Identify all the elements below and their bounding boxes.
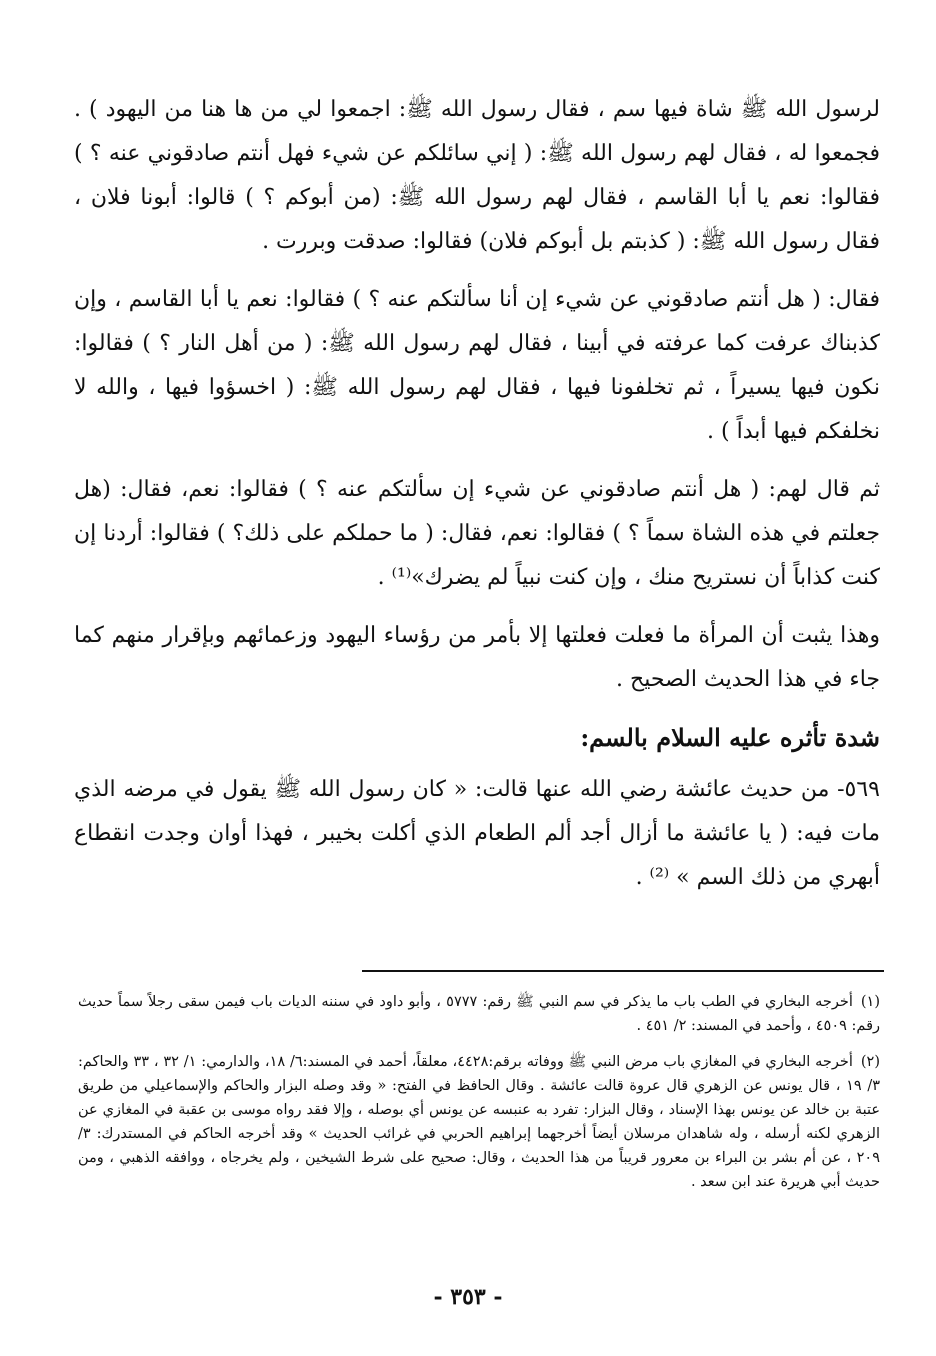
hadith-paragraph: ٥٦٩- من حديث عائشة رضي الله عنها قالت: « كان رسول الله ﷺ يقول في مرضه الذي مات فيه: ( يا عائشة ما أزال أجد ألم الطعام الذي أكلت بخيبر ، فهذا أوان وجدت انقطاع أبهري من ذلك السم » ⁽²⁾ . xyxy=(74,777,880,890)
page-number: - ٣٥٣ - xyxy=(433,1284,503,1310)
paragraph-3: ثم قال لهم: ( هل أنتم صادقوني عن شيء إن سألتكم عنه ؟ ) فقالوا: نعم، فقال: (هل جعلتم في هذه الشاة سماً ؟ ) فقالوا: نعم، فقال: ( ما حملكم على ذلك؟ ) فقالوا: أردنا إن كنت كذاباً أن نستريح منك ، وإن كنت نبياً لم يضرك»⁽¹⁾ . xyxy=(74,477,880,590)
footnote-number: (١) xyxy=(860,994,880,1010)
footnote-number: (٢) xyxy=(860,1054,880,1070)
paragraph-1: لرسول الله ﷺ شاة فيها سم ، فقال رسول الله ﷺ: اجمعوا لي من ها هنا من اليهود ) . فجمعوا له ، فقال لهم رسول الله ﷺ: ( إني سائلكم عن شيء فهل أنتم صادقوني عنه ؟ ) فقالوا: نعم يا أبا القاسم ، فقال لهم رسول الله ﷺ: (من أبوكم ؟ ) قالوا: أبونا فلان ، فقال رسول الله ﷺ: ( كذبتم بل أبوكم فلان) فقالوا: صدقت وبررت . xyxy=(74,97,880,254)
main-text xyxy=(74,88,880,900)
section-heading: شدة تأثره عليه السلام بالسم: xyxy=(580,723,880,752)
paragraph-2: فقال: ( هل أنتم صادقوني عن شيء إن أنا سألتكم عنه ؟ ) فقالوا: نعم يا أبا القاسم ، وإن كذبناك عرفت كما عرفته في أبينا ، فقال لهم رسول الله ﷺ: ( من أهل النار ؟ ) فقالوا: نكون فيها يسيراً ، ثم تخلفونا فيها ، فقال لهم رسول الله ﷺ: ( اخسؤوا فيها ، والله لا نخلفكم فيها أبداً ) . xyxy=(74,287,880,444)
footnote-1 xyxy=(78,990,880,1038)
footnote-divider xyxy=(362,970,884,972)
paragraph-4: وهذا يثبت أن المرأة ما فعلت فعلتها إلا بأمر من رؤساء اليهود وزعمائهم وبإقرار منهم كما جاء في هذا الحديث الصحيح . xyxy=(74,623,880,692)
footnote-2 xyxy=(78,1050,880,1194)
footnote-text: أخرجه البخاري في المغازي باب مرض النبي ﷺ ووفاته برقم:٤٤٢٨، معلقاً، أحمد في المسند:٦/ ١٨، والدارمي: ١/ ٣٢ ، ٣٣ والحاكم: ٣/ ١٩ ، قال يونس عن الزهري قال عروة قالت عائشة . وقال الحافظ في الفتح: « وقد وصله البزار والحاكم والإسماعيلي من طريق عتبة بن خالد عن يونس بهذا الإسناد ، وقال البزار: تفرد به عنبسه عن يونس أي بوصله ، وإلا فقد رواه موسى بن عقبة في المغازي عن الزهري لكنه أرسله ، وله شاهدان مرسلان أيضاً أخرجهما إبراهيم الحربي في غرائب الحديث » وقد أخرجه الحاكم في المستدرك: ٣/ ٢٠٩ ، عن أم بشر بن البراء بن معرور قريباً من هذا الحديث ، وقال: صحيح على شرط الشيخين ، ولم يخرجاه ، ووافقه الذهبي ، ومن حديث أبي هريرة عند ابن سعد . xyxy=(78,1054,881,1190)
footnotes xyxy=(78,990,880,1194)
footnote-text: أخرجه البخاري في الطب باب ما يذكر في سم النبي ﷺ رقم: ٥٧٧٧ ، وأبو داود في سننه الديات باب فيمن سقى رجلاً سماً حديث رقم: ٤٥٠٩ ، وأحمد في المسند: ٢/ ٤٥١ . xyxy=(78,994,880,1034)
